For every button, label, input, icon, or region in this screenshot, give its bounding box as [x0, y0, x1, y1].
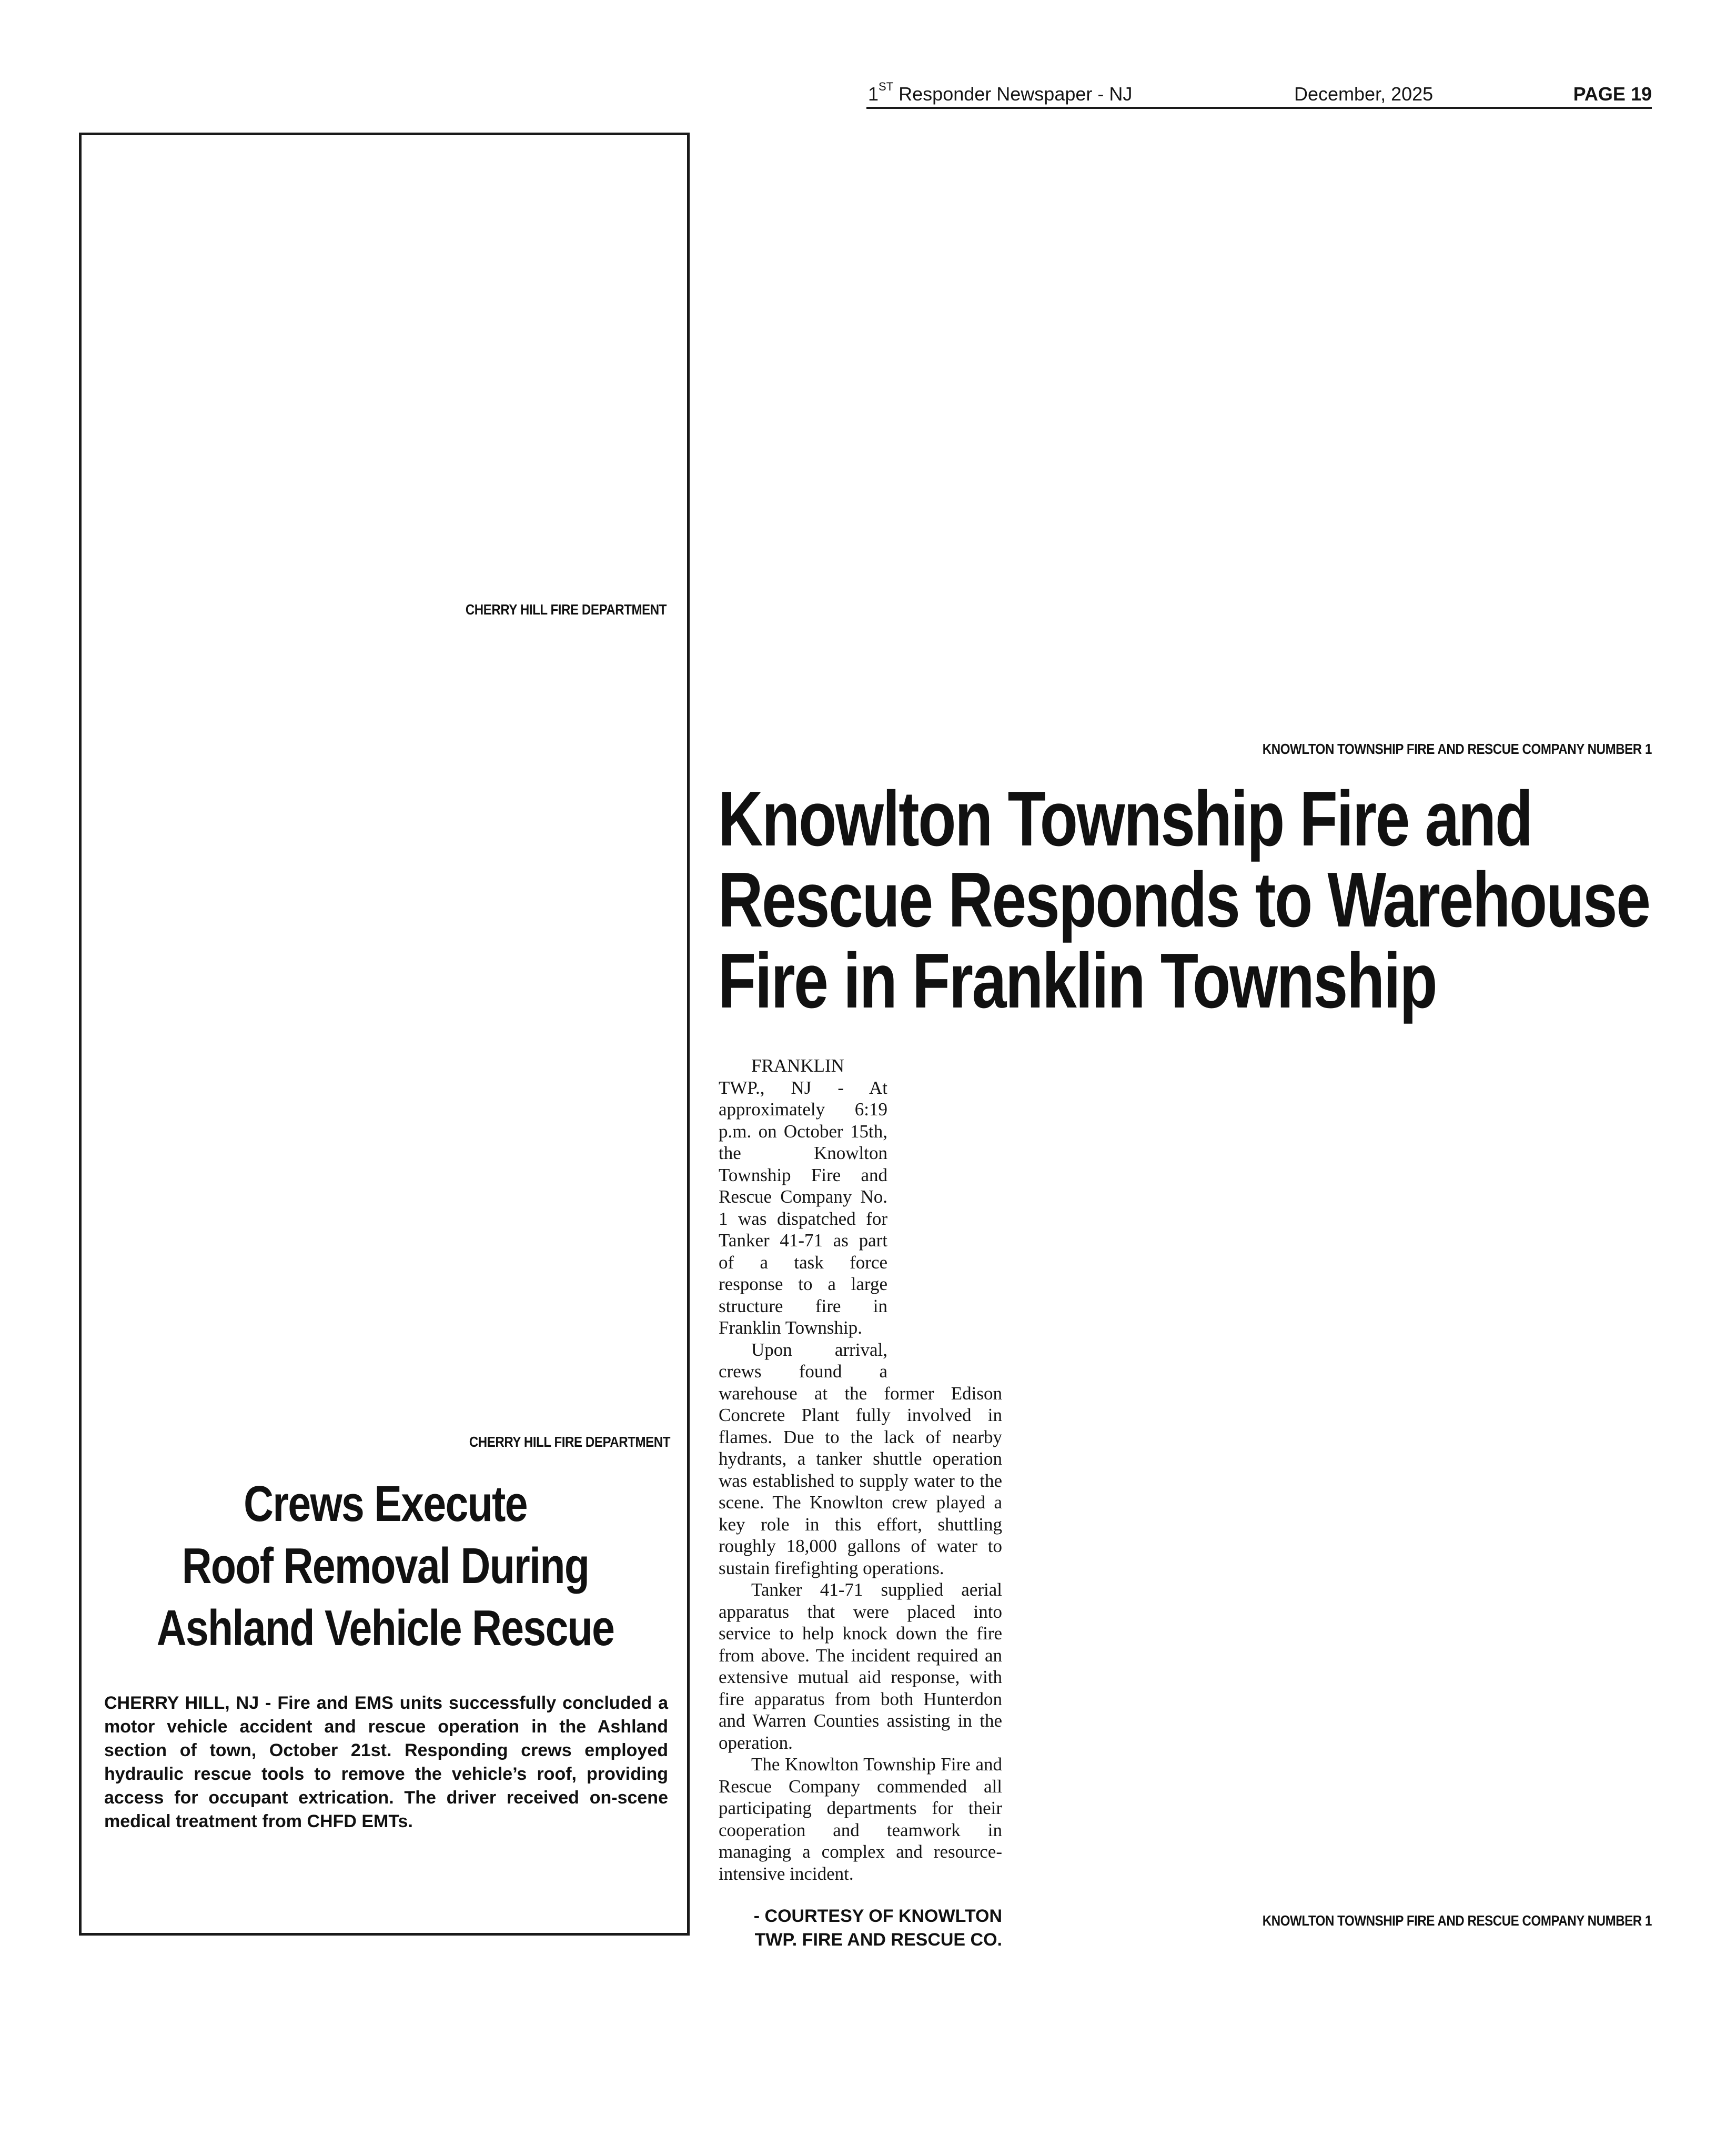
headline-line: Rescue Responds to Warehouse	[718, 857, 1650, 943]
headline-line: Knowlton Township Fire and	[718, 775, 1532, 862]
headline-line: Ashland Vehicle Rescue	[156, 1600, 614, 1656]
photo-credit: CHERRY HILL FIRE DEPARTMENT	[469, 1434, 670, 1450]
headline-line: Crews Execute	[244, 1476, 527, 1532]
headline-line: Fire in Franklin Township	[718, 938, 1437, 1024]
newspaper-name-text: Responder Newspaper - NJ	[893, 83, 1133, 105]
page-number: PAGE 19	[1573, 83, 1652, 105]
left-story-frame	[79, 133, 690, 1936]
newspaper-name-superscript: ST	[879, 80, 894, 93]
article-paragraph: Upon arrival, crews found a warehouse at the former Edison Concrete Plant fully involved in flames. Due to the lack of nearby hydrants, a tanker shuttle operation was established to supply water to the scene. The Knowlton crew played a key role in this effort, shuttling roughly 18,000 gallons of water to sustain firefighting operations.	[719, 1339, 1002, 1578]
newspaper-name	[868, 79, 1132, 109]
headline-line: Roof Removal During	[181, 1538, 589, 1594]
inset-space	[887, 1055, 1002, 1381]
newspaper-name-prefix: 1	[868, 83, 879, 105]
photo-credit: KNOWLTON TOWNSHIP FIRE AND RESCUE COMPANY NUMBER 1	[1262, 741, 1652, 757]
left-story-headline	[92, 1473, 679, 1659]
header-rule	[866, 107, 1652, 109]
issue-date: December, 2025	[1294, 83, 1434, 105]
left-story-body: CHERRY HILL, NJ - Fire and EMS units successfully concluded a motor vehicle accident and rescue operation in the Ashland section of town, October 21st. Responding crews employed hydraulic rescue tools to remove the vehicle’s roof, providing access for occupant extrication. The driver received on-scene medical treatment from CHFD EMTs.	[104, 1693, 668, 1831]
main-story-headline	[718, 775, 1665, 1024]
article-paragraph: Tanker 41-71 supplied aerial apparatus that were placed into service to help knock down the fire from above. The incident required an extensive mutual aid response, with fire apparatus from both Hunterdon and Warren Counties assisting in the operation.	[719, 1579, 1002, 1753]
courtesy-line: - COURTESY OF KNOWLTON TWP. FIRE AND RESCUE CO.	[753, 1906, 1002, 1950]
article-paragraph: The Knowlton Township Fire and Rescue Company commended all participating departments for their cooperation and teamwork in managing a complex and resource-intensive incident.	[719, 1754, 1002, 1884]
photo-credit: KNOWLTON TOWNSHIP FIRE AND RESCUE COMPANY NUMBER 1	[1262, 1912, 1652, 1929]
main-story-body	[719, 1055, 1002, 1885]
photo-credit: CHERRY HILL FIRE DEPARTMENT	[465, 601, 667, 618]
article-paragraph: FRANKLIN TWP., NJ - At approximately 6:19 p.m. on October 15th, the Knowlton Township Fire and Rescue Company No. 1 was dispatched for Tanker 41-71 as part of a task force response to a large structure fire in Franklin Township.	[719, 1055, 887, 1338]
